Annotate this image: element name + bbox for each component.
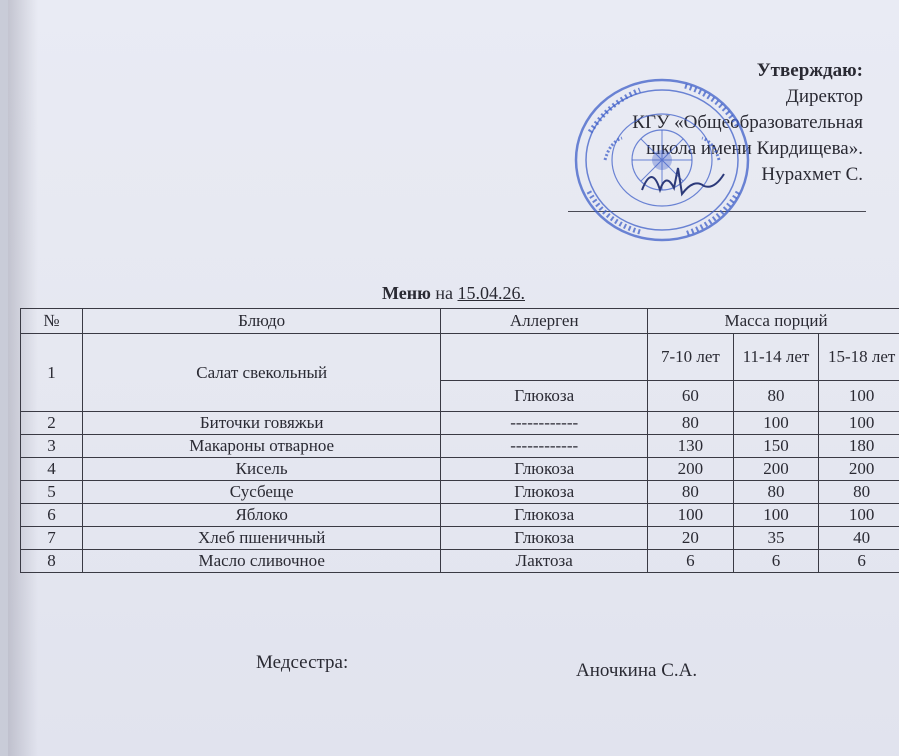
row-allergen: ------------: [441, 412, 648, 435]
row-num: 4: [21, 458, 83, 481]
row-dish: Хлеб пшеничный: [82, 527, 440, 550]
row-mass-11-14: 80: [733, 481, 819, 504]
row-mass-7-10: 200: [648, 458, 734, 481]
table-header-row: [21, 309, 899, 334]
row-num: 1: [21, 334, 83, 412]
row-num: 5: [21, 481, 83, 504]
nurse-name: Аночкина С.А.: [576, 660, 698, 681]
row-mass-7-10: 20: [648, 527, 734, 550]
row-num: 7: [21, 527, 83, 550]
table-row: [21, 550, 899, 573]
row-mass-15-18: 6: [819, 550, 899, 573]
row-mass-7-10: 130: [648, 435, 734, 458]
approval-name: Нурахмет С.: [761, 164, 863, 185]
menu-title-preposition: на: [435, 283, 453, 303]
document-page: [8, 0, 899, 756]
nurse-label: Медсестра:: [256, 652, 349, 673]
row-num: 8: [21, 550, 83, 573]
row-allergen: Глюкоза: [441, 458, 648, 481]
row-allergen: Глюкоза: [441, 381, 648, 412]
row-mass-11-14: 100: [733, 504, 819, 527]
row-dish: Биточки говяжьи: [82, 412, 440, 435]
row-allergen: Глюкоза: [441, 527, 648, 550]
row-mass-15-18: 180: [819, 435, 899, 458]
row-allergen-empty: [441, 334, 648, 381]
row-dish: Масло сливочное: [82, 550, 440, 573]
age-group-2: 11-14 лет: [733, 334, 819, 381]
table-row: [21, 334, 899, 381]
row-mass-7-10: 100: [648, 504, 734, 527]
row-mass-7-10: 6: [648, 550, 734, 573]
table-row: [21, 527, 899, 550]
header-dish: Блюдо: [82, 309, 440, 334]
row-mass-11-14: 100: [733, 412, 819, 435]
row-dish: Яблоко: [82, 504, 440, 527]
row-mass-11-14: 6: [733, 550, 819, 573]
row-num: 2: [21, 412, 83, 435]
age-group-1: 7-10 лет: [648, 334, 734, 381]
row-num: 6: [21, 504, 83, 527]
row-dish: Кисель: [82, 458, 440, 481]
menu-title-label: Меню: [382, 283, 431, 303]
row-mass-7-10: 60: [648, 381, 734, 412]
row-allergen: Глюкоза: [441, 481, 648, 504]
row-mass-15-18: 100: [819, 412, 899, 435]
row-allergen: Глюкоза: [441, 504, 648, 527]
header-allergen: Аллерген: [441, 309, 648, 334]
row-mass-7-10: 80: [648, 412, 734, 435]
table-row: [21, 412, 899, 435]
row-mass-11-14: 80: [733, 381, 819, 412]
header-portion: Масса порций: [648, 309, 899, 334]
signature-scribble-icon: [638, 160, 728, 200]
approval-position: Директор: [785, 86, 863, 107]
table-row: [21, 504, 899, 527]
menu-title: [8, 283, 899, 304]
approval-heading: Утверждаю:: [756, 60, 863, 81]
row-mass-15-18: 100: [819, 504, 899, 527]
row-num: 3: [21, 435, 83, 458]
table-row: [21, 435, 899, 458]
row-allergen: ------------: [441, 435, 648, 458]
row-dish: Салат свекольный: [82, 334, 440, 412]
menu-table: [20, 308, 899, 573]
row-dish: Макароны отварное: [82, 435, 440, 458]
row-mass-15-18: 100: [819, 381, 899, 412]
row-allergen: Лактоза: [441, 550, 648, 573]
row-mass-15-18: 40: [819, 527, 899, 550]
row-mass-11-14: 150: [733, 435, 819, 458]
row-mass-11-14: 200: [733, 458, 819, 481]
header-num: №: [21, 309, 83, 334]
menu-date: 15.04.26.: [457, 283, 525, 303]
table-row: [21, 458, 899, 481]
approval-org-line2: школа имени Кирдищева».: [646, 138, 863, 159]
row-mass-15-18: 200: [819, 458, 899, 481]
table-row: [21, 481, 899, 504]
row-mass-15-18: 80: [819, 481, 899, 504]
age-group-3: 15-18 лет: [819, 334, 899, 381]
row-dish: Сусбеще: [82, 481, 440, 504]
row-mass-7-10: 80: [648, 481, 734, 504]
row-mass-11-14: 35: [733, 527, 819, 550]
approval-org-line1: КГУ «Общеобразовательная: [632, 112, 863, 133]
